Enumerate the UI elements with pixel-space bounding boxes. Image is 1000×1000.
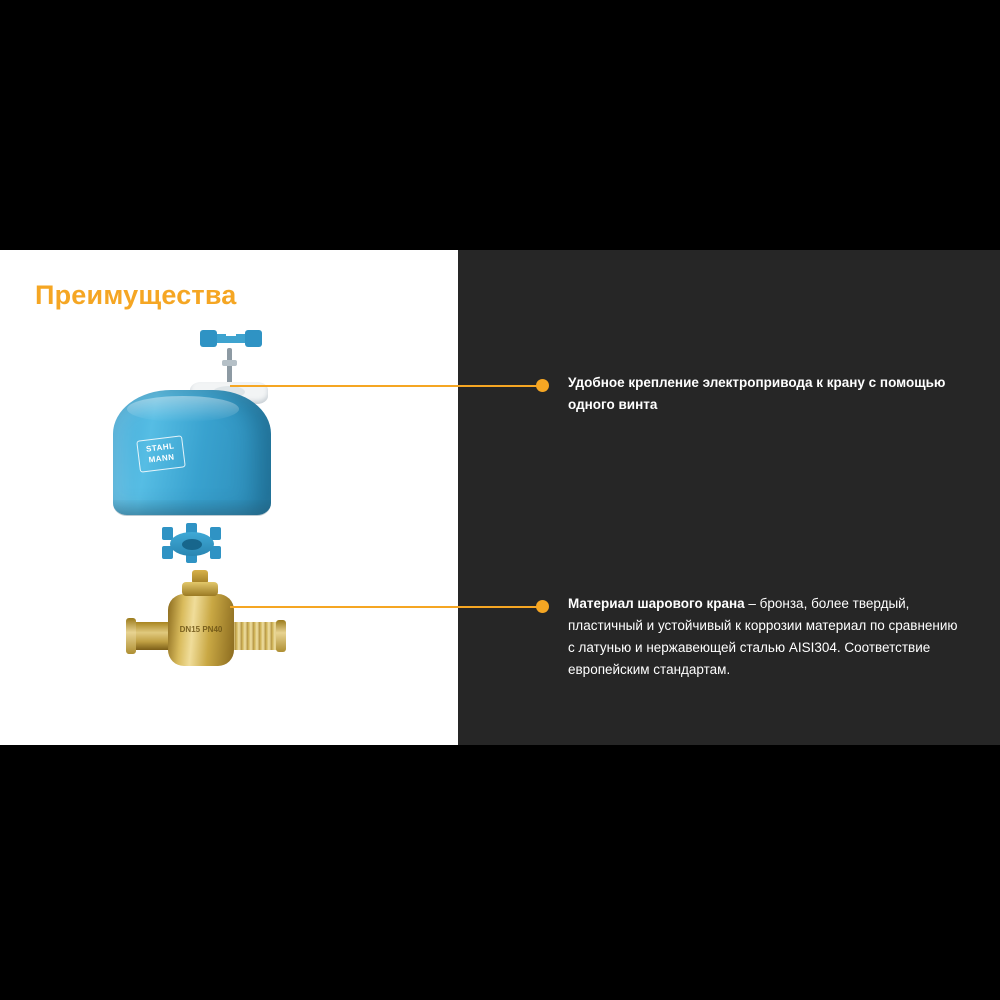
callout-1-leader-line	[230, 385, 458, 387]
valve-handle	[200, 330, 262, 348]
slide-left-panel	[0, 250, 458, 745]
valve-nut	[182, 582, 218, 596]
product-illustration	[95, 330, 325, 720]
brand-name-line1: STAHL	[145, 441, 175, 454]
coupler-hole	[182, 539, 202, 550]
coupler-adapter	[157, 525, 227, 563]
callout-2-leader-line	[230, 606, 458, 608]
valve-flange-left	[126, 618, 136, 654]
slide-right-panel	[458, 250, 1000, 745]
handle-wing-right	[245, 330, 262, 347]
brand-name-line2: MANN	[148, 452, 175, 465]
callout-1-leader-line-right	[458, 385, 540, 387]
callout-2-leader-line-right	[458, 606, 540, 608]
handle-wing-left	[200, 330, 217, 347]
actuator-bottom-edge	[113, 500, 271, 516]
callout-1-text: Удобное крепление электропривода к крану с помощью одного винта	[568, 375, 946, 412]
callout-2-dot	[536, 600, 549, 613]
bronze-ball-valve	[120, 570, 300, 690]
actuator-stem-cap	[222, 360, 237, 366]
callout-2-text	[568, 593, 968, 681]
actuator-highlight	[127, 396, 239, 422]
valve-flange-right	[276, 620, 286, 652]
callout-1-dot	[536, 379, 549, 392]
page-title: Преимущества	[35, 280, 237, 310]
brand-badge	[136, 435, 186, 472]
slide	[0, 250, 1000, 745]
callout-2-rest: – бронза, более твердый, пластичный и устойчивый к коррозии материал по сравнению с латунью и нержавеющей сталью AISI304. Соответствие европейским стандартам.	[568, 596, 958, 677]
callout-2-lead: Материал шарового крана	[568, 596, 745, 611]
handle-notch	[226, 330, 236, 336]
valve-marking-text: DN15 PN40	[179, 625, 223, 634]
